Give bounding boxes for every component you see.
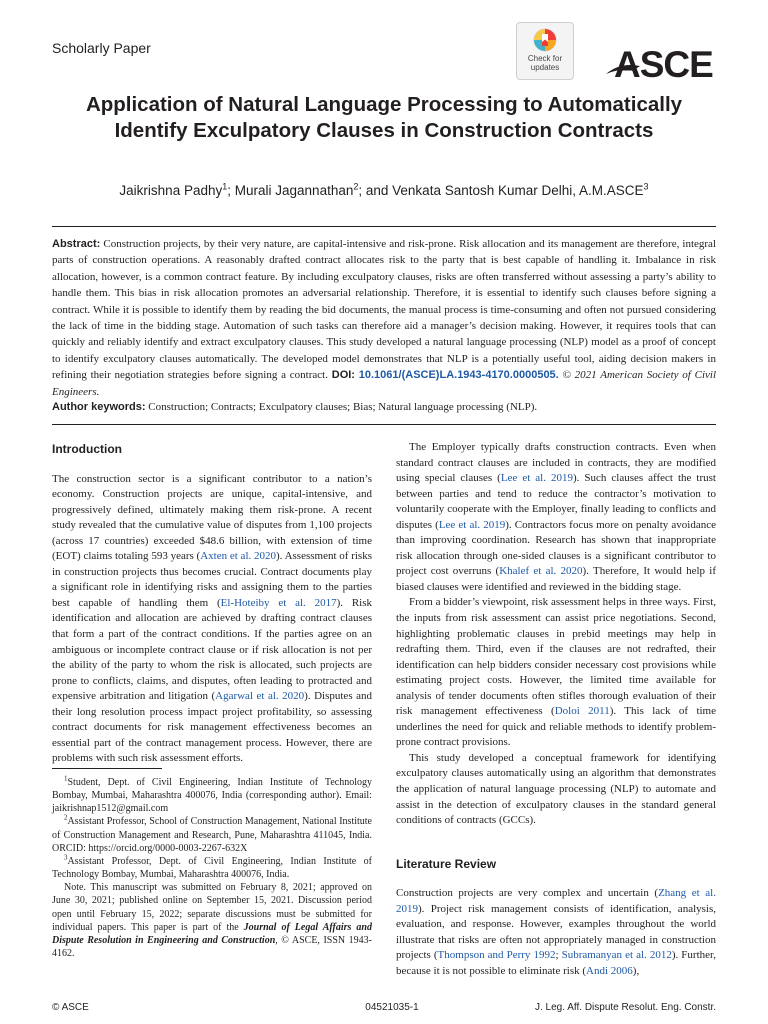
citation-link[interactable]: Subramanyan et al. 2012 <box>561 949 672 962</box>
abstract <box>52 236 716 400</box>
abstract-label: Abstract: <box>52 238 101 250</box>
crossmark-icon <box>533 28 557 52</box>
body-paragraph: This study developed a conceptual framework for identifying exculpatory clauses automatically using an algorithm that demonstrates the application of natural language processing (NLP) to automate and assist in the detection of exculpatory clauses in the standard general conditions of contracts (GCCs). <box>396 751 716 827</box>
doi-label: DOI: <box>331 369 355 382</box>
author-name: Venkata Santosh Kumar Delhi, A.M.ASCE <box>392 183 644 198</box>
citation-link[interactable]: Andi 2006 <box>586 964 633 977</box>
keywords-label: Author keywords: <box>52 401 146 413</box>
footnote-2 <box>52 815 372 854</box>
check-for-updates-line2: updates <box>530 63 560 72</box>
footnote-rule <box>52 768 162 769</box>
footnotes <box>52 776 372 960</box>
footer-journal: J. Leg. Aff. Dispute Resolut. Eng. Constr. <box>534 1002 716 1013</box>
author-list <box>52 183 716 198</box>
note-end: , © ASCE, ISSN 1943-4162. <box>52 934 372 960</box>
check-for-updates-badge[interactable] <box>516 22 574 80</box>
citation-link[interactable]: Lee et al. 2019 <box>500 472 573 485</box>
article-type-label: Scholarly Paper <box>52 40 151 56</box>
citation-link[interactable]: Thompson and Perry 1992 <box>437 949 556 962</box>
abstract-top-rule <box>52 226 716 227</box>
introduction-heading: Introduction <box>52 442 122 456</box>
footnote-text: Student, Dept. of Civil Engineering, Indian Institute of Technology Bombay, Mumbai, Maharashtra 400076, India (corresponding author). Email: jaikrishnap1512@gmail.com <box>52 777 372 815</box>
citation-link[interactable]: Khalef et al. 2020 <box>499 565 583 578</box>
journal-name: Journal of Legal Affairs and Dispute Resolution in Engineering and Construction <box>52 921 372 946</box>
author-affiliation-sup: 1 <box>222 181 228 192</box>
doi-link[interactable]: 10.1061/(ASCE)LA.1943-4170.0000505. <box>358 369 559 382</box>
author-affiliation-sup: 2 <box>353 181 359 192</box>
footer-page-id: 04521035-1 <box>365 1002 419 1013</box>
literature-review-heading: Literature Review <box>396 856 497 871</box>
body-paragraph: From a bidder’s viewpoint, risk assessment helps in three ways. First, the inputs from risk assessment can assist price negotiations. Second, highlighting problematic clauses in prebid meetings may help in redrafting them. Third, even if the clauses are not redrafted, their identification can help bidders consider necessary cost provisions while estimating project costs. However, the limited time available for analysis of tender documents often stifles thorough evaluation of their risk management effectiveness (Doloi 2011). This lack of time underlines the need for quick and reliable methods to identify problem-prone contract provisions. <box>396 596 717 749</box>
author-name: Jaikrishna Padhy <box>119 183 223 198</box>
paper-title: Application of Natural Language Processing to Automatically Identify Exculpatory Clauses in Construction Contracts <box>85 93 683 142</box>
intro-paragraph: The construction sector is a significant contributor to a nation’s economy. Construction projects are unique, capital-intensive, and progressively defined, ultimately making them risk-prone. A recent study revealed that the cumulative value of disputes from 1,100 projects (across 17 countries) exceeded $48.6 billion, with extension of time (EOT) claims totaling 593 years (Axten et al. 2020). Assessment of risks in construction projects thus becomes crucial. Contract documents play a significant role in identifying risks and assigning them to the parties best capable of handling them (El-Hoteiby et al. 2017). Risk identification and allocation are achieved by drafting contract clauses that form a part of the contract conditions. If the parties agree on an ambiguous or incomplete contract clause or if risk allocation is not per the ability of the party to whom the risk is allocated, such projects are prone to conflicts, claims, and disputes, often leading to protracted and expensive arbitration and litigation (Agarwal et al. 2020). Disputes and their long resolution process impact project profitability, so assessing contract documents for risk management effectiveness becomes an essential part of the contract management process. However, there are problems with such risk assessment efforts. <box>52 472 373 765</box>
citation-link[interactable]: Lee et al. 2019 <box>438 518 506 531</box>
left-column <box>52 440 372 767</box>
note-text: Note. This manuscript was submitted on February 8, 2021; approved on June 30, 2021; published online on September 15, 2021. Discussion period open until February 15, 2022; separate discussions must be submitted for individual papers. This paper is part of the <box>52 882 372 933</box>
footnote-1 <box>52 776 372 815</box>
submission-note <box>52 881 372 960</box>
asce-logo <box>604 44 716 85</box>
abstract-text: Construction projects, by their very nature, are capital-intensive and risk-prone. Risk allocation and its management are therefore, integral parts of construction operations. A reasonably drafted contract allocates risk to the party that is best capable of handling it. Imbalance in risk allocation, however, is a common contract feature. By including exculpatory clauses, risks are often transferred without assessing a party’s ability to handle them. This bias in risk allocation promotes an adversarial relationship. Therefore, it is essential to identify such clauses before signing a contract. While it is possible to identify them by reading the bid documents, the manual process is time-consuming and often not pursued considering the lack of time in the bidding stage. Automation of such tasks can therefore aid a manager’s decision making. However, it requires tools that can quickly and reliably identify and extract exculpatory clauses. This study developed a natural language processing (NLP) model as a proof of concept to identify exculpatory clauses automatically. The developed model demonstrates that NLP is a potentially useful tool, aiding decision makers in refining their negotiation strategies before signing a contract. <box>52 238 717 382</box>
body-paragraph: The Employer typically drafts construction contracts. Even when standard contract clauses are included in contracts, they are modified using special clauses (Lee et al. 2019). Such clauses affect the trust between parties and tend to reduce the contractor’s motivation to voluntarily cooperate with the Employer, finally leading to conflicts and disputes (Lee et al. 2019). Contractors focus more on penalty avoidance than improving coordination. Research has shown that inappropriate risk allocation through one-sided clauses is a significant contributor to project cost overruns (Khalef et al. 2020). Therefore, It would help if biased clauses were identified and reviewed in the bidding stage. <box>396 441 716 593</box>
asce-logo-text: ASCE <box>614 44 713 80</box>
body-paragraph: Construction projects are very complex and uncertain (Zhang et al. 2019). Project risk management consists of identification, analysis, evaluation, and response. However, examples throughout the world illustrate that risks are often not appropriately managed in construction projects (Thompson and Perry 1992; Subramanyan et al. 2012). Further, because it is not possible to eliminate risk (Andi 2006), <box>396 887 716 977</box>
footnote-number: 3 <box>64 853 68 862</box>
copyright-notice: © 2021 American Society of Civil Engineers. <box>52 369 717 398</box>
check-for-updates-line1: Check for <box>527 54 563 63</box>
right-column <box>396 440 716 980</box>
footnote-text: Assistant Professor, Dept. of Civil Engineering, Indian Institute of Technology Bombay, Mumbai, Maharashtra 400076, India. <box>52 855 372 881</box>
footnote-3 <box>52 855 372 881</box>
author-separator: ; and <box>358 183 393 198</box>
footer-copyright: © ASCE <box>52 1002 89 1013</box>
citation-link[interactable]: Doloi 2011 <box>554 705 610 718</box>
author-keywords <box>52 400 716 415</box>
footnote-number: 2 <box>64 814 68 823</box>
citation-link[interactable]: Zhang et al. 2019 <box>396 887 716 915</box>
citation-link[interactable]: Agarwal et al. 2020 <box>215 690 305 703</box>
footnote-text: Assistant Professor, School of Construction Management, National Institute of Construction Management and Research, Pune, Maharashtra 411045, India. ORCID: https://orcid.org/0000-0003-2267-632X <box>52 816 372 854</box>
citation-link[interactable]: Axten et al. 2020 <box>200 550 277 563</box>
author-separator: ; <box>227 183 235 198</box>
keywords-bottom-rule <box>52 424 716 425</box>
footnote-number: 1 <box>64 774 68 783</box>
author-name: Murali Jagannathan <box>234 183 354 198</box>
keywords-text: Construction; Contracts; Exculpatory clauses; Bias; Natural language processing (NLP). <box>148 401 538 413</box>
citation-link[interactable]: El-Hoteiby et al. 2017 <box>220 596 337 609</box>
author-affiliation-sup: 3 <box>643 181 649 192</box>
